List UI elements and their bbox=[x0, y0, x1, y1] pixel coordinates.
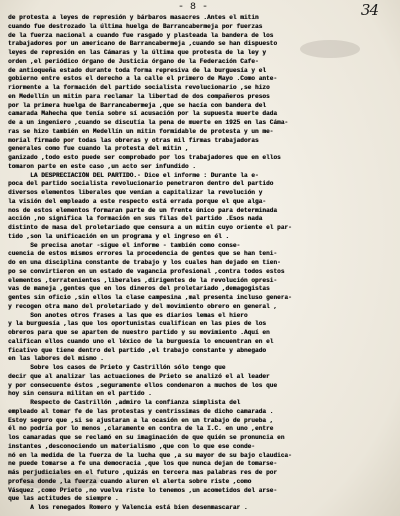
text-line: nos de estos elementos formaran parte de un frente único para determinada bbox=[8, 206, 278, 214]
text-line: de a un ingeniero ,cuando se discutía la pena de muerte en 1925 en las Cáma- bbox=[8, 119, 289, 126]
text-line: en Medellín un mitin para reclamar la libertad de dos compañeros presos bbox=[8, 92, 270, 100]
text-line: gentes sin oficio ,sin ellos la clase campesina ,mal presenta incluso genera- bbox=[8, 294, 292, 301]
page-number: - 8 - bbox=[178, 2, 209, 13]
text-line: leyes de represión en las Cámaras y la última que protesta de la ley y bbox=[8, 49, 266, 56]
text-line: ficativo que tiene dentro del partido ,el trabajo constante y abnegado bbox=[8, 346, 266, 354]
text-line: LA DESPRECIACIÓN DEL PARTIDO.- Dice el informe : Durante la e- bbox=[8, 171, 259, 179]
text-line: camarada Mahecha que tenía sobre sí acusación por la supuesta muerte dada bbox=[8, 110, 278, 118]
text-line: de la fuerza nacional a cuando fue rasgado y plasteada la bandera de los bbox=[8, 31, 274, 39]
text-line: vas de maneja ,gentes que en los dineros del proletariado ,demagogistas bbox=[8, 285, 270, 293]
text-line: nó en la medida de la fuerza de la lucha que ,a su mayor de su bajo claudica- bbox=[8, 451, 292, 459]
text-line: po se convirtieron en un estado de vagancia profesional ,contra todos estos bbox=[8, 267, 285, 275]
text-line: en las labores del mismo . bbox=[8, 355, 104, 363]
text-line: Se precisa anotar -sigue el informe - también como conse- bbox=[8, 241, 241, 249]
text-line: generales como fue cuando la protesta del mitin , bbox=[8, 145, 189, 153]
text-line: gobierno entre estos el derecho a la calle el primero de Mayo .Como ante- bbox=[8, 75, 278, 83]
ink-smudge bbox=[20, 470, 100, 490]
text-line: de protesta a leyes de represión y bárbaros masacres .Antes el mitin bbox=[8, 14, 259, 21]
text-line: más perjudiciales en el futuro ,quizás en tercera mas palabras res de por bbox=[8, 469, 278, 476]
text-line: y recogen otra mano del proletariado y del movimiento obrero en general , bbox=[8, 302, 278, 310]
text-line: instantes ,desconociendo un materialismo ,que con lo que ese conde- bbox=[8, 442, 255, 450]
text-line: cuencia de estos mismos errores la procedencia de gentes que se han teni- bbox=[8, 250, 278, 258]
text-line: Vásquez ,como Prieto ,no vuelva riste lo tenemos ,un acometidos del arse- bbox=[8, 486, 278, 494]
text-line: hoy sin censura militan en el partido . bbox=[8, 390, 152, 398]
text-line: la visión del empleado a este respecto está errada porque el que alga- bbox=[8, 197, 266, 205]
text-line: poca del partido socialista revolucionario penetraron dentro del partido bbox=[8, 180, 274, 188]
text-line: califican ellos cuando uno el léxico de la burguesía lo encuentran en el bbox=[8, 337, 274, 345]
handwritten-folio-number: 34 bbox=[360, 1, 378, 19]
text-line: morial firmado por todas las obreras y otras mil firmas trabajadoras bbox=[8, 136, 259, 144]
text-line: do en una disciplina constante de trabajo y los cuales han dejado en tien- bbox=[8, 259, 281, 266]
text-line: profesa donde ,la fuerza cuando aluren el alerta sobre riste ,como bbox=[8, 477, 252, 485]
text-line: A los renegados Romero y Valencia está bien desenmascarar . bbox=[8, 504, 248, 511]
text-line: obreros para que se aparten de nuestro partido y su movimiento .Aquí en bbox=[8, 329, 270, 336]
text-line: empleado al tomar fe de las protestas y centrissimas de dicho camarada . bbox=[8, 407, 274, 415]
text-line: por la primera huelga de Barrancabermeja ,que se hacía con bandera del bbox=[8, 101, 266, 109]
text-line: trabajadores por un americano de Barrancabermeja ,cuando se han dispuesto bbox=[8, 40, 278, 48]
text-line: Sobre los casos de Prieto y Castrillón sólo tengo que bbox=[8, 364, 226, 371]
text-line: tido ,son la unificación en un programa y el ingreso en él . bbox=[8, 232, 230, 240]
text-line: distinto de masa del proletariado que censura a un mitin cuyo oriente el par- bbox=[8, 224, 292, 231]
text-line: elementos ,terratenientes ,liberales ,dirigentes de la revolución opresi- bbox=[8, 276, 278, 284]
text-line: orden ,el periódico órgano de Justicia órgano de la Federación Cafe- bbox=[8, 57, 259, 65]
text-line: diversos elementos liberales que venían a capitalizar la revolución y bbox=[8, 189, 263, 196]
text-line: ne puede tomarse a fe una democracia ,que los que nunca dejan de tomarse- bbox=[8, 460, 278, 468]
document-body bbox=[8, 14, 396, 513]
text-line: de antioqueña estado durante toda forma represiva de la burguesía y el bbox=[8, 66, 266, 74]
text-line: Son anotes otros frases a las que es diarios lemas el hiero bbox=[8, 311, 248, 319]
text-line: decir que al analizar las actuaciones de Prieto se analizó el al leader bbox=[8, 372, 270, 380]
text-line: tomaron parte en este caso ,un acto ser infundido . bbox=[8, 162, 196, 170]
text-line: ganizado ,todo esto puede ser comprobado por los trabajadores que en ellos bbox=[8, 154, 281, 161]
text-line: que las actitudes de siempre . bbox=[8, 495, 119, 503]
text-line: y por consecuente éstos ,seguramente ellos condenaron a muchos de los que bbox=[8, 381, 278, 389]
text-line: y la burguesía ,las que los oportunistas cualifican en las pies de los bbox=[8, 320, 266, 328]
text-line: riormente a la formación del partido socialista revolucionario ,se hizo bbox=[8, 84, 270, 91]
text-line: ras se hizo también en Medellín un mitin formidable de protesta y un me- bbox=[8, 127, 274, 135]
text-line: cuando fue destrozado la última huelga de Barrancabermeja por fuerzas bbox=[8, 22, 263, 30]
ink-smudge bbox=[300, 40, 360, 58]
text-line: acción ,no significa la formación en sus filas del partido .Esos nada bbox=[8, 215, 263, 223]
text-line: él no podría por lo menos ,claramente en contra de la I.C. en uno ,entre bbox=[8, 425, 274, 433]
text-line: los camaradas que se reclamó en su imaginación de que quién se pronuncia en bbox=[8, 434, 285, 441]
text-line: Respecto de Castrillón ,admiro la confianza simplista del bbox=[8, 399, 241, 406]
text-line: Estoy seguro que ,si se ajustaran a la ocasión en un trabajo de prueba , bbox=[8, 416, 274, 424]
